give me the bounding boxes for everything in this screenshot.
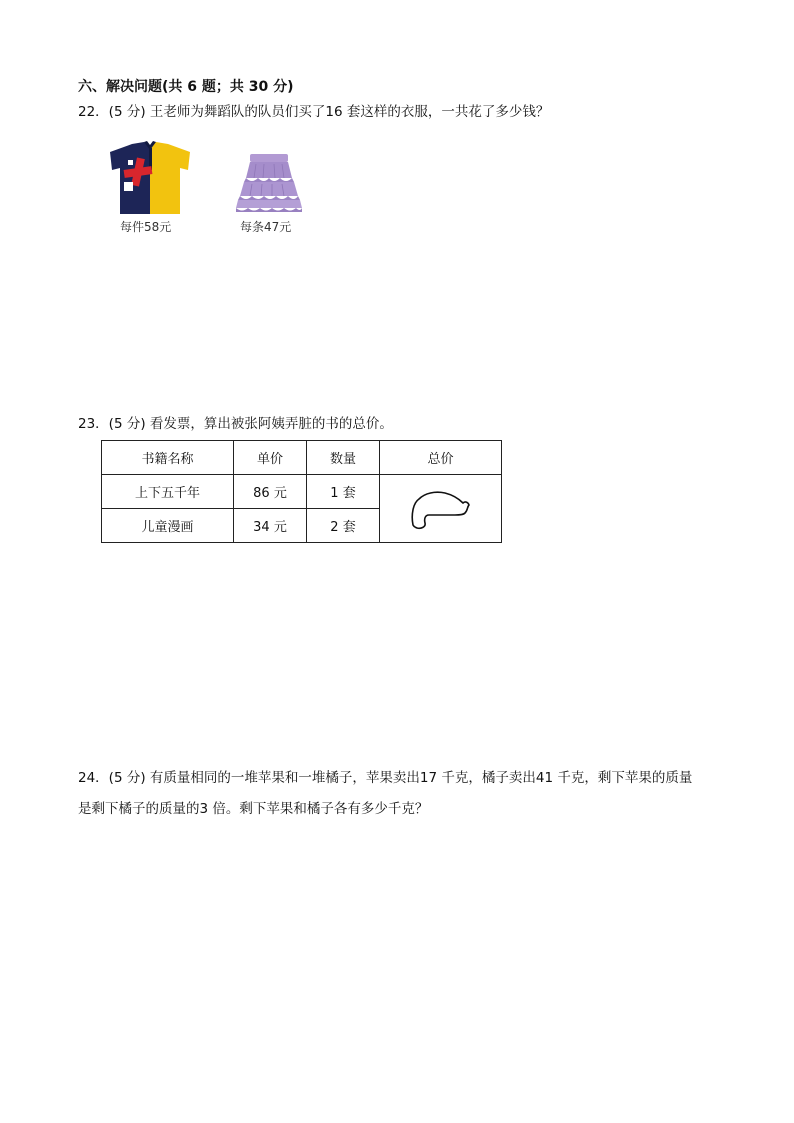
skirt-price-caption: 每条47元 xyxy=(240,220,292,234)
invoice-header-row xyxy=(102,441,502,475)
shirt-icon xyxy=(110,138,190,216)
invoice-table xyxy=(101,440,502,543)
stain-icon xyxy=(405,485,477,533)
question-24-text-line2: 是剩下橘子的质量的3 倍。剩下苹果和橘子各有多少千克？ xyxy=(78,801,429,817)
question-22-text: 22．(5 分) 王老师为舞蹈队的队员们买了16 套这样的衣服，一共花了多少钱？ xyxy=(78,104,550,120)
skirt-icon xyxy=(234,152,304,214)
stained-total-cell xyxy=(380,475,502,543)
table-row xyxy=(102,475,502,509)
book-name-cell: 儿童漫画 xyxy=(102,509,234,543)
book-name-cell: 上下五千年 xyxy=(102,475,234,509)
skirt-image xyxy=(234,152,304,214)
header-quantity: 数量 xyxy=(307,441,380,475)
question-24-text-line1: 24．(5 分) 有质量相同的一堆苹果和一堆橘子，苹果卖出17 千克，橘子卖出41 千克，剩下苹果的质量 xyxy=(78,770,693,786)
quantity-cell: 1 套 xyxy=(307,475,380,509)
unit-price-cell: 86 元 xyxy=(234,475,307,509)
section-title: 六、解决问题(共 6 题；共 30 分) xyxy=(78,79,294,95)
header-unit-price: 单价 xyxy=(234,441,307,475)
shirt-price-caption: 每件58元 xyxy=(120,220,172,234)
quantity-cell: 2 套 xyxy=(307,509,380,543)
shirt-image xyxy=(110,138,190,216)
question-23-text: 23．(5 分) 看发票，算出被张阿姨弄脏的书的总价。 xyxy=(78,416,393,432)
header-book-name: 书籍名称 xyxy=(102,441,234,475)
header-total-price: 总价 xyxy=(380,441,502,475)
unit-price-cell: 34 元 xyxy=(234,509,307,543)
